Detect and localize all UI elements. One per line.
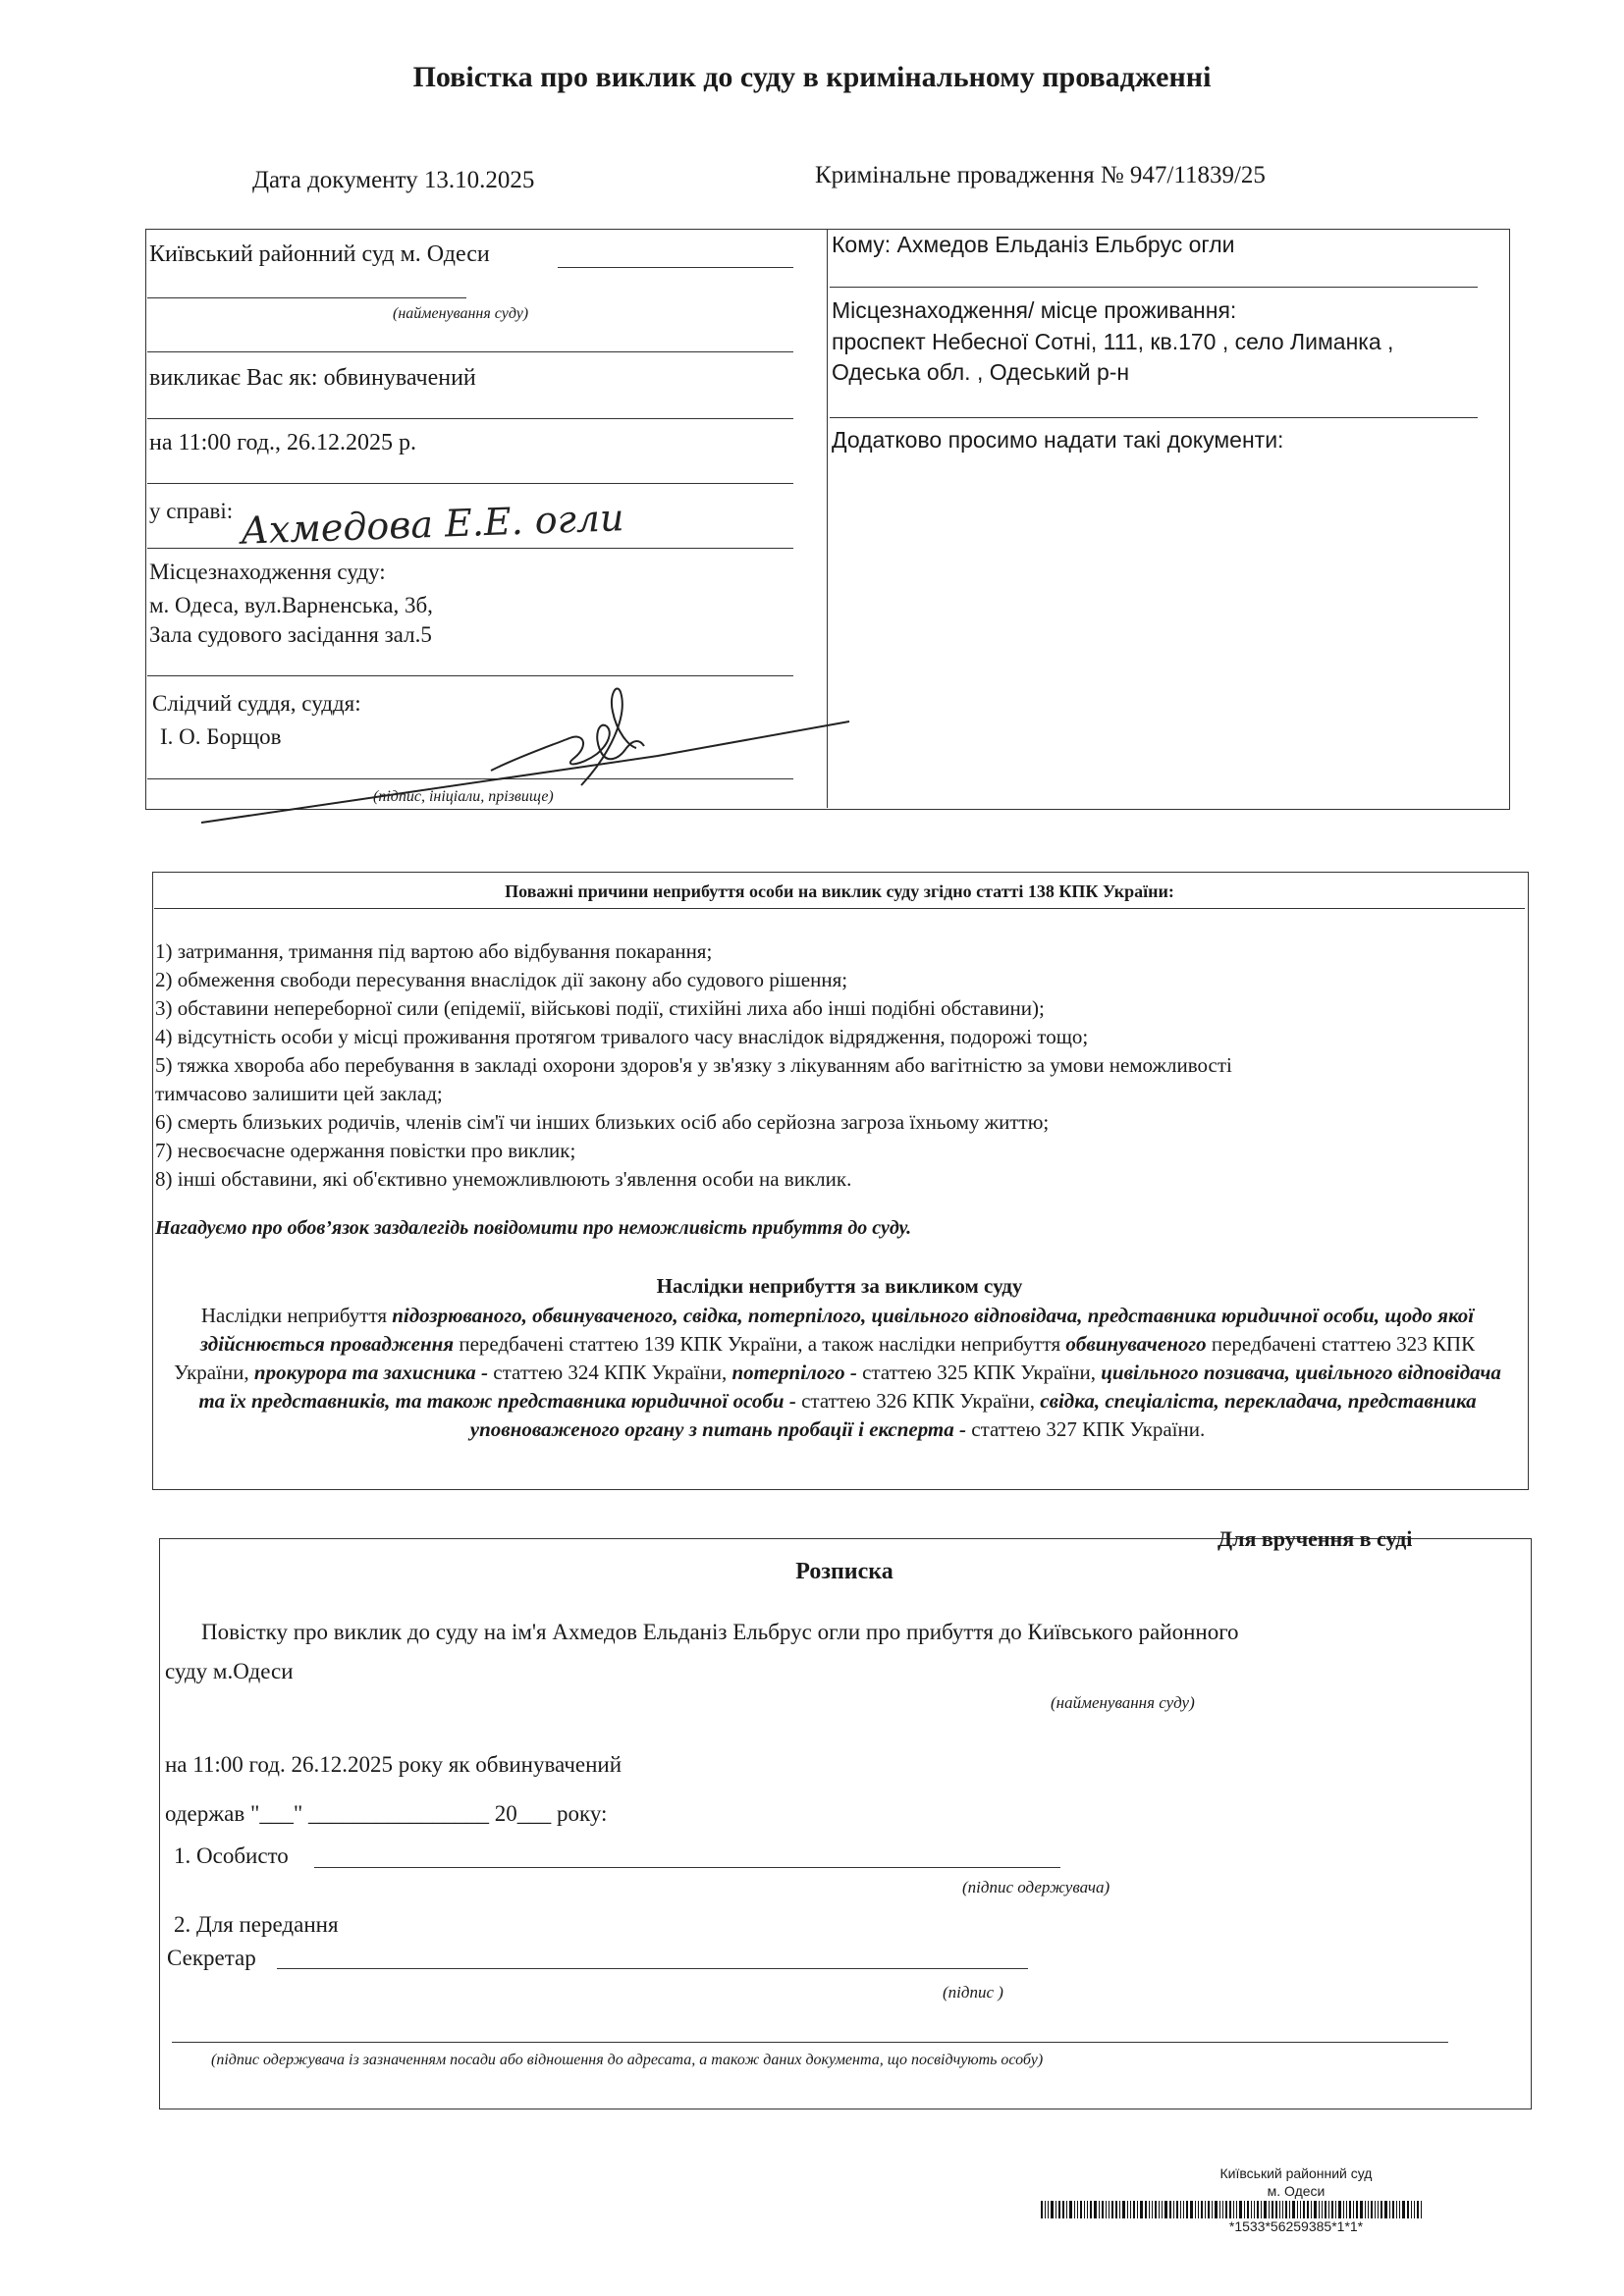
barcode-bar bbox=[1257, 2201, 1259, 2218]
barcode-bar bbox=[1183, 2201, 1184, 2218]
barcode-bar bbox=[1269, 2201, 1270, 2218]
barcode-bar bbox=[1375, 2201, 1376, 2218]
barcode-bar bbox=[1180, 2201, 1181, 2218]
judge-name: І. О. Борщов bbox=[160, 724, 282, 749]
barcode-bar bbox=[1297, 2201, 1298, 2218]
barcode-bar bbox=[1338, 2201, 1341, 2218]
reminder: Нагадуємо про обов’язок заздалегідь повідомити про неможливість прибуття до суду. bbox=[155, 1217, 912, 1239]
barcode bbox=[1041, 2201, 1542, 2218]
court-caption: (найменування суду) bbox=[393, 305, 529, 322]
barcode-bar bbox=[1421, 2201, 1422, 2218]
court-stamp bbox=[1178, 2164, 1414, 2200]
barcode-bar bbox=[1130, 2201, 1131, 2218]
barcode-bar bbox=[1080, 2201, 1082, 2218]
barcode-bar bbox=[1219, 2201, 1220, 2218]
barcode-bar bbox=[1195, 2201, 1196, 2218]
judge-label: Слідчий суддя, суддя: bbox=[152, 691, 361, 716]
barcode-bar bbox=[1292, 2201, 1295, 2218]
reason-8: 8) інші обставини, які об'єктивно унеможливлюють з'явлення особи на виклик. bbox=[155, 1167, 852, 1191]
court-location-line2: Зала судового засідання зал.5 bbox=[149, 622, 432, 647]
received-date-line: одержав "___" ________________ 20___ року: bbox=[165, 1801, 608, 1826]
in-case-label: у справі: bbox=[149, 499, 234, 523]
barcode-bar bbox=[1133, 2201, 1135, 2218]
barcode-bar bbox=[1233, 2201, 1234, 2218]
barcode-bar bbox=[1099, 2201, 1100, 2218]
address-label: Місцезнаходження/ місце проживання: bbox=[832, 297, 1237, 323]
barcode-bar bbox=[1402, 2201, 1405, 2218]
barcode-bar bbox=[1087, 2201, 1088, 2218]
hearing-time: на 11:00 год., 26.12.2025 р. bbox=[149, 430, 417, 455]
barcode-bar bbox=[1094, 2201, 1097, 2218]
barcode-bar bbox=[1229, 2201, 1231, 2218]
receipt-title: Розписка bbox=[795, 1559, 893, 1584]
barcode-bar bbox=[1346, 2201, 1347, 2218]
barcode-bar bbox=[1264, 2201, 1267, 2218]
barcode-bar bbox=[1201, 2201, 1203, 2218]
barcode-bar bbox=[1314, 2201, 1317, 2218]
consequences-heading: Наслідки неприбуття за викликом суду bbox=[656, 1274, 1023, 1298]
transfer-label: 2. Для передання bbox=[174, 1912, 339, 1937]
barcode-bar bbox=[1051, 2201, 1054, 2218]
consequences-text: Наслідки неприбуття підозрюваного, обвинуваченого, свідка, потерпілого, цивільного відповідача, представника юридичної особи, щодо якої здійснюється провадження передбачені статтею 139 КПК України, а також наслідки неприбуття обвинуваченого передбачені статтею 323 КПК України, прокурора та захисника - статтею 324 КПК України, потерпілого - статтею 325 КПК України, цивільного позивача, цивільного відповідача та їх представників, та також представника юридичної особи - статтею 326 КПК України, свідка, спеціаліста, перекладача, представника уповноваженого органу з питань пробації і експерта - статтею 327 КПК України. bbox=[174, 1304, 1501, 1441]
barcode-bar bbox=[1279, 2201, 1280, 2218]
barcode-bar bbox=[1272, 2201, 1273, 2218]
barcode-bar bbox=[1325, 2201, 1326, 2218]
barcode-bar bbox=[1414, 2201, 1415, 2218]
for-court-label: Для вручення в суді bbox=[1218, 1526, 1413, 1551]
court-location-line1: м. Одеса, вул.Варненська, 3б, bbox=[149, 593, 433, 617]
personally-label: 1. Особисто bbox=[174, 1843, 289, 1868]
barcode-bar bbox=[1084, 2201, 1085, 2218]
barcode-bar bbox=[1041, 2201, 1043, 2218]
barcode-bar bbox=[1303, 2201, 1305, 2218]
barcode-bar bbox=[1360, 2201, 1363, 2218]
barcode-bar bbox=[1225, 2201, 1227, 2218]
reason-3: 3) обставини непереборної сили (епідемії, військові події, стихійні лиха або інші подібні обставини); bbox=[155, 996, 1045, 1020]
address-line1: проспект Небесної Сотні, 111, кв.170 , село Лиманка , bbox=[832, 329, 1394, 354]
barcode-bar bbox=[1152, 2201, 1153, 2218]
reason-1: 1) затримання, тримання під вартою або відбування покарання; bbox=[155, 939, 713, 963]
barcode-bar bbox=[1396, 2201, 1397, 2218]
barcode-bar bbox=[1328, 2201, 1329, 2218]
barcode-bar bbox=[1190, 2201, 1193, 2218]
barcode-bar bbox=[1411, 2201, 1412, 2218]
barcode-bar bbox=[1115, 2201, 1117, 2218]
barcode-bar bbox=[1212, 2201, 1213, 2218]
barcode-bar bbox=[1048, 2201, 1049, 2218]
barcode-bar bbox=[1322, 2201, 1323, 2218]
barcode-bar bbox=[1090, 2201, 1092, 2218]
documents-label: Додатково просимо надати такі документи: bbox=[832, 427, 1284, 453]
barcode-bar bbox=[1149, 2201, 1150, 2218]
recipient: Кому: Ахмедов Ельданіз Ельбрус огли bbox=[832, 232, 1235, 257]
bottom-caption: (підпис одержувача із зазначенням посади або відношення до адресата, а також даних документа, що посвідчують особу) bbox=[211, 2052, 1044, 2068]
barcode-bar bbox=[1353, 2201, 1354, 2218]
barcode-bar bbox=[1198, 2201, 1199, 2218]
barcode-bar bbox=[1307, 2201, 1309, 2218]
barcode-bar bbox=[1407, 2201, 1409, 2218]
barcode-bar bbox=[1349, 2201, 1351, 2218]
barcode-bar bbox=[1289, 2201, 1290, 2218]
reason-4: 4) відсутність особи у місці проживання протягом тривалого часу внаслідок відрядження, подорожі тощо; bbox=[155, 1025, 1089, 1048]
judge-signature bbox=[196, 677, 864, 834]
barcode-bar bbox=[1392, 2201, 1394, 2218]
barcode-bar bbox=[1356, 2201, 1358, 2218]
barcode-bar bbox=[1074, 2201, 1075, 2218]
barcode-bar bbox=[1106, 2201, 1107, 2218]
barcode-bar bbox=[1261, 2201, 1262, 2218]
barcode-bar bbox=[1399, 2201, 1400, 2218]
barcode-bar bbox=[1208, 2201, 1210, 2218]
barcode-bar bbox=[1236, 2201, 1237, 2218]
barcode-bar bbox=[1111, 2201, 1113, 2218]
barcode-bar bbox=[1058, 2201, 1060, 2218]
barcode-bar bbox=[1127, 2201, 1128, 2218]
barcode-bar bbox=[1275, 2201, 1277, 2218]
receipt-line2: суду м.Одеси bbox=[165, 1659, 294, 1683]
barcode-bar bbox=[1389, 2201, 1390, 2218]
barcode-bar bbox=[1331, 2201, 1333, 2218]
barcode-bar bbox=[1384, 2201, 1387, 2218]
barcode-number: *1533*56259385*1*1* bbox=[1228, 2218, 1364, 2234]
barcode-bar bbox=[1137, 2201, 1138, 2218]
reason-5: 5) тяжка хвороба або перебування в закладі охорони здоров'я у зв'язку з лікуванням або вагітністю за умови неможливості bbox=[155, 1053, 1232, 1077]
court-name: Київський районний суд м. Одеси bbox=[149, 241, 490, 267]
barcode-bar bbox=[1062, 2201, 1064, 2218]
barcode-bar bbox=[1251, 2201, 1252, 2218]
stamp-line1: Київський районний суд bbox=[1219, 2165, 1373, 2181]
barcode-bar bbox=[1417, 2201, 1419, 2218]
reason-6: 6) смерть близьких родичів, членів сім'ї чи інших близьких осіб або серйозна загроза їхньому життю; bbox=[155, 1110, 1050, 1134]
barcode-bar bbox=[1215, 2201, 1218, 2218]
barcode-bar bbox=[1380, 2201, 1382, 2218]
barcode-bar bbox=[1119, 2201, 1120, 2218]
barcode-bar bbox=[1311, 2201, 1312, 2218]
recipient-signature-caption: (підпис одержувача) bbox=[962, 1878, 1110, 1896]
barcode-bar bbox=[1371, 2201, 1373, 2218]
barcode-bar bbox=[1164, 2201, 1167, 2218]
barcode-bar bbox=[1145, 2201, 1147, 2218]
secretary-label: Секретар bbox=[167, 1946, 256, 1970]
barcode-bar bbox=[1077, 2201, 1078, 2218]
barcode-bar bbox=[1300, 2201, 1301, 2218]
barcode-bar bbox=[1205, 2201, 1206, 2218]
barcode-bar bbox=[1222, 2201, 1223, 2218]
barcode-bar bbox=[1176, 2201, 1178, 2218]
signature-caption: (підпис, ініціали, прізвище) bbox=[373, 788, 554, 805]
receipt-time: на 11:00 год. 26.12.2025 року як обвинувачений bbox=[165, 1752, 623, 1777]
barcode-bar bbox=[1169, 2201, 1171, 2218]
reason-2: 2) обмеження свободи пересування внаслідок дії закону або судового рішення; bbox=[155, 968, 848, 991]
stamp-line2: м. Одеси bbox=[1267, 2183, 1326, 2199]
barcode-bar bbox=[1343, 2201, 1344, 2218]
reason-7: 7) несвоєчасне одержання повістки про виклик; bbox=[155, 1139, 576, 1162]
receipt-line1: Повістку про виклик до суду на ім'я Ахмедов Ельданіз Ельбрус огли про прибуття до Київського районного bbox=[201, 1620, 1239, 1644]
barcode-bar bbox=[1239, 2201, 1242, 2218]
summons-as: викликає Вас як: обвинувачений bbox=[149, 365, 476, 391]
receipt-court-caption: (найменування суду) bbox=[1051, 1693, 1195, 1712]
barcode-bar bbox=[1066, 2201, 1067, 2218]
barcode-bar bbox=[1186, 2201, 1188, 2218]
reasons-heading: Поважні причини неприбуття особи на виклик суду згідно статті 138 КПК України: bbox=[505, 881, 1174, 901]
barcode-bar bbox=[1159, 2201, 1160, 2218]
barcode-bar bbox=[1173, 2201, 1174, 2218]
court-location-label: Місцезнаходження суду: bbox=[149, 560, 386, 584]
barcode-bar bbox=[1109, 2201, 1110, 2218]
page-title: Повістка про виклик до суду в кримінальному провадженні bbox=[412, 61, 1212, 93]
barcode-bar bbox=[1368, 2201, 1369, 2218]
reason-5-cont: тимчасово залишити цей заклад; bbox=[155, 1082, 443, 1105]
barcode-bar bbox=[1244, 2201, 1245, 2218]
barcode-bar bbox=[1069, 2201, 1072, 2218]
handwritten-case-name: Ахмедова Е.Е. огли bbox=[240, 496, 625, 553]
barcode-bar bbox=[1378, 2201, 1379, 2218]
barcode-bar bbox=[1140, 2201, 1143, 2218]
barcode-bar bbox=[1162, 2201, 1163, 2218]
barcode-bar bbox=[1102, 2201, 1104, 2218]
barcode-bar bbox=[1122, 2201, 1125, 2218]
case-number: Кримінальне провадження № 947/11839/25 bbox=[815, 162, 1266, 188]
barcode-bar bbox=[1254, 2201, 1255, 2218]
barcode-bar bbox=[1319, 2201, 1320, 2218]
barcode-bar bbox=[1285, 2201, 1287, 2218]
barcode-bar bbox=[1365, 2201, 1366, 2218]
document-date: Дата документу 13.10.2025 bbox=[252, 167, 535, 193]
barcode-bar bbox=[1335, 2201, 1336, 2218]
barcode-bar bbox=[1155, 2201, 1157, 2218]
address-line2: Одеська обл. , Одеський р-н bbox=[832, 359, 1130, 385]
barcode-bar bbox=[1045, 2201, 1046, 2218]
secretary-signature-caption: (підпис ) bbox=[943, 1983, 1003, 2002]
barcode-bar bbox=[1247, 2201, 1249, 2218]
barcode-bar bbox=[1282, 2201, 1283, 2218]
